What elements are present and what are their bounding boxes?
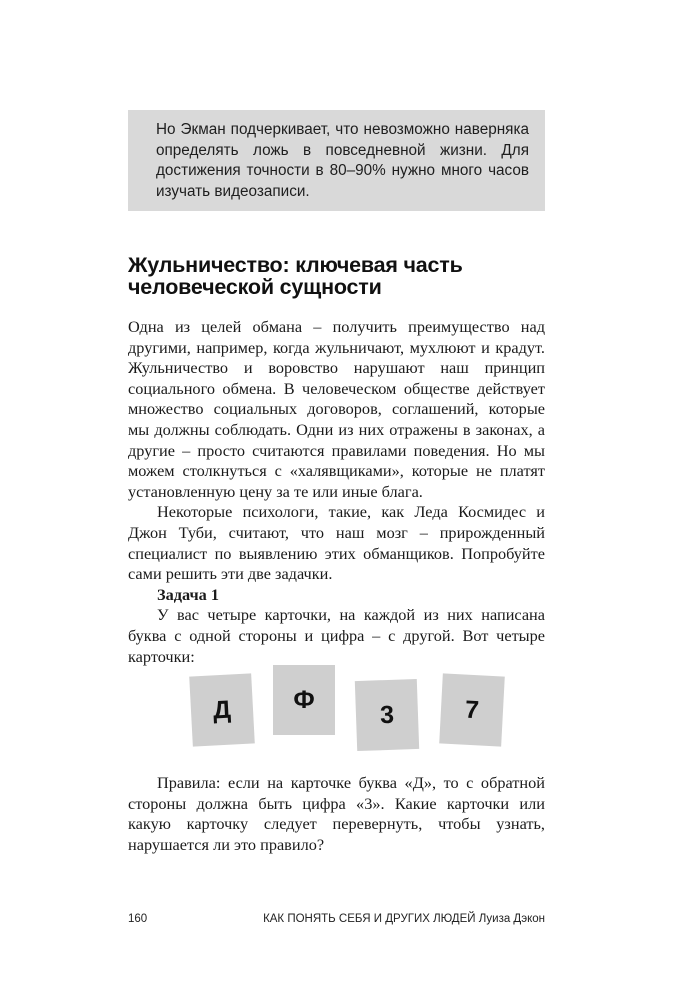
callout-box [128,110,545,211]
card-2 [273,665,335,735]
paragraph-3: У вас четыре карточки, на каждой из них написана буква с одной стороны и цифра – с другой. Вот четыре карточки: [128,605,545,666]
body-text-2 [128,773,545,855]
card-1 [189,673,255,746]
section-heading [128,254,548,298]
page-footer [128,913,545,929]
card-3-label: 3 [379,700,395,729]
body-text [128,317,545,667]
task-title: Задача 1 [157,584,219,604]
running-title: КАК ПОНЯТЬ СЕБЯ И ДРУГИХ ЛЮДЕЙ Луиза Дэкон [263,913,545,925]
card-4-label: 7 [464,695,480,724]
paragraph-4: Правила: если на карточке буква «Д», то с обратной стороны должна быть цифра «3». Какие карточки или какую карточку следует перевернуть, чтобы узнать, нарушается ли это правило? [128,773,545,854]
callout-text: Но Экман подчеркивает, что невозможно наверняка определять ложь в повседневной жизни. Для достижения точности в 80–90% нужно много часов изучать видеозаписи. [156,121,529,200]
section-heading-line1: Жульничество: ключевая часть [128,253,463,277]
page-number: 160 [128,913,148,925]
card-3 [355,679,419,751]
paragraph-2: Некоторые психологи, такие, как Леда Космидес и Джон Туби, считают, что наш мозг – прирожденный специалист по выявлению этих обманщиков. Попробуйте сами решить эти две задачки. [128,502,545,584]
paragraph-1: Одна из целей обмана – получить преимущество над другими, например, когда жульничают, мухлюют и крадут. Жульничество и воровство нарушают наш принцип социального обмена. В человеческом обществе действует множество социальных договоров, соглашений, которые мы должны соблюдать. Одни из них отражены в законах, а другие – просто считаются правилами поведения. Но мы можем столкнуться с «халявщиками», которые не платят установленную цену за те или иные блага. [128,317,545,501]
card-2-label: Ф [293,685,315,714]
card-1-label: Д [212,695,232,724]
section-heading-line2: человеческой сущности [128,275,382,299]
card-4 [439,673,505,746]
